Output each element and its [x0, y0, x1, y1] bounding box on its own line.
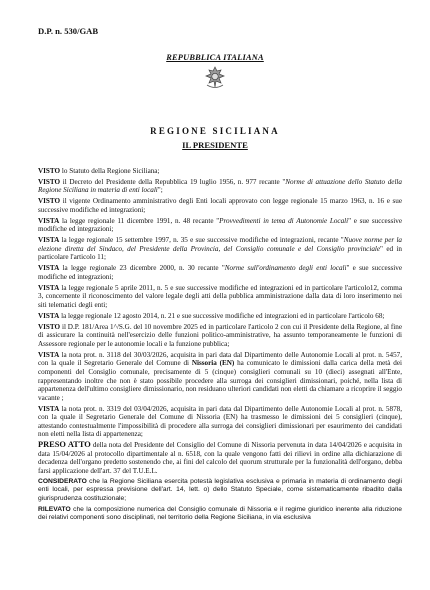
- paragraph: VISTO il D.P. 181/Area 1^/S.G. del 10 novembre 2025 ed in particolare l'articolo 2 con cui il Presidente della Regione, al fine di assicurare la continuità nell'esercizio delle funzioni politico-amministrative, ha assunto temporaneamente le funzioni di Assessore regionale per le autonomie locali e la funzione pubblica;: [38, 322, 402, 348]
- paragraph: VISTO il Decreto del Presidente della Repubblica 19 luglio 1956, n. 977 recante "Norme di attuazione dello Statuto della Regione Siciliana in materia di enti locali";: [38, 177, 402, 195]
- region-heading: REGIONE SICILIANA: [150, 126, 280, 136]
- paragraph: VISTA la nota prot. n. 3118 del 30/03/2026, acquisita in pari data dal Dipartimento delle Autonomie Locali al prot. n. 5457, con la quale il Segretario Generale del Comune di Nissoria (EN) ha comunicato le dimissioni dalla carica della metà dei componenti del Consiglio comunale, precisamente di 5 (cinque) consiglieri comunali su 10 (dieci) assegnati all'Ente, rappresentando inoltre che non è stato possibile procedere alla surroga dei consiglieri dimissionari, poiché, nella lista di appartenenza dell'ultimo consigliere dimissionario, non residuano ulteriori candidati non eletti da chiamare a ricoprire il seggio vacante ;: [38, 350, 402, 402]
- paragraph: CONSIDERATO che la Regione Siciliana esercita potestà legislativa esclusiva e primaria in materia di ordinamento degli enti locali, per espressa previsione dell'art. 14, lett. o) dello Statuto Speciale, come sistematicamente ribadito dalla giurisprudenza costituzionale;: [38, 477, 402, 502]
- president-heading: IL PRESIDENTE: [182, 140, 248, 150]
- decree-body: [38, 167, 402, 525]
- decree-number: D.P. n. 530/GAB: [38, 26, 99, 36]
- letterhead: [0, 53, 430, 89]
- paragraph: VISTA la legge regionale 11 dicembre 1991, n. 48 recante "Provvedimenti in tema di Autonomie Locali" e sue successive modifiche ed integrazioni;: [38, 216, 403, 234]
- paragraph: VISTA la legge regionale 23 dicembre 2000, n. 30 recante "Norme sull'ordinamento degli enti locali" e sue successive modifiche ed integrazioni;: [38, 264, 402, 281]
- paragraph: VISTO lo Statuto della Regione Siciliana;: [38, 167, 160, 175]
- paragraph: VISTA la legge regionale 15 settembre 1997, n. 35 e sue successive modifiche ed integrazioni, recante "Nuove norme per la elezione diretta del Sindaco, del Presidente della Provincia, del Consiglio comunale e del Consiglio provinciale" ed in particolare l'articolo 11;: [38, 236, 403, 262]
- paragraph: VISTA la legge regionale 12 agosto 2014, n. 21 e sue successive modifiche ed integrazioni ed in particolare l'articolo 68;: [38, 311, 385, 320]
- paragraph: VISTO il vigente Ordinamento amministrativo degli Enti locali approvato con legge regionale 15 marzo 1963, n. 16 e sue successive modifiche ed integrazioni;: [38, 197, 402, 214]
- paragraph: VISTA la nota prot. n. 3319 del 03/04/2026, acquisita in pari data dal Dipartimento delle Autonomie Locali al prot. n. 5878, con la quale il Segretario Generale del Comune di Nissoria (EN) ha trasmesso le dimissioni dei 5 consiglieri (cinque), attestando contestualmente l'impossibilità di procedere alla surroga dei consiglieri dimissionari per esaurimento dei candidati non eletti nella lista di appartenenza;: [38, 404, 402, 439]
- paragraph: PRESO ATTO della nota del Presidente del Consiglio del Comune di Nissoria pervenuta in data 14/04/2026 e acquisita in data 15/04/2026 al protocollo dipartimentale al n. 6518, con la quale vengono fatti dei rilievi in ordine alla dichiarazione di decadenza dell'organo predetto sostenendo che, ai fini del calcolo del quorum strutturale per la funzionalità dell'organo, debba farsi applicazione dell'art. 37 del T.U.E.L.: [38, 440, 402, 475]
- paragraph: VISTA la legge regionale 5 aprile 2011, n. 5 e sue successive modifiche ed integrazioni ed in particolare l'articolo12, comma 3, concernente il riconoscimento del valore legale degli atti della pubblica amministrazione dalla data di loro inserimento nei siti telematici degli enti;: [38, 283, 402, 309]
- republic-heading: REPUBBLICA ITALIANA: [166, 53, 264, 62]
- republic-emblem-icon: [204, 65, 226, 89]
- paragraph: RILEVATO che la composizione numerica del Consiglio comunale di Nissoria e il regime giuridico inerente alla riduzione dei relativi componenti sono disciplinati, nel territorio della Regione Siciliana, in via esclusiva: [38, 505, 402, 522]
